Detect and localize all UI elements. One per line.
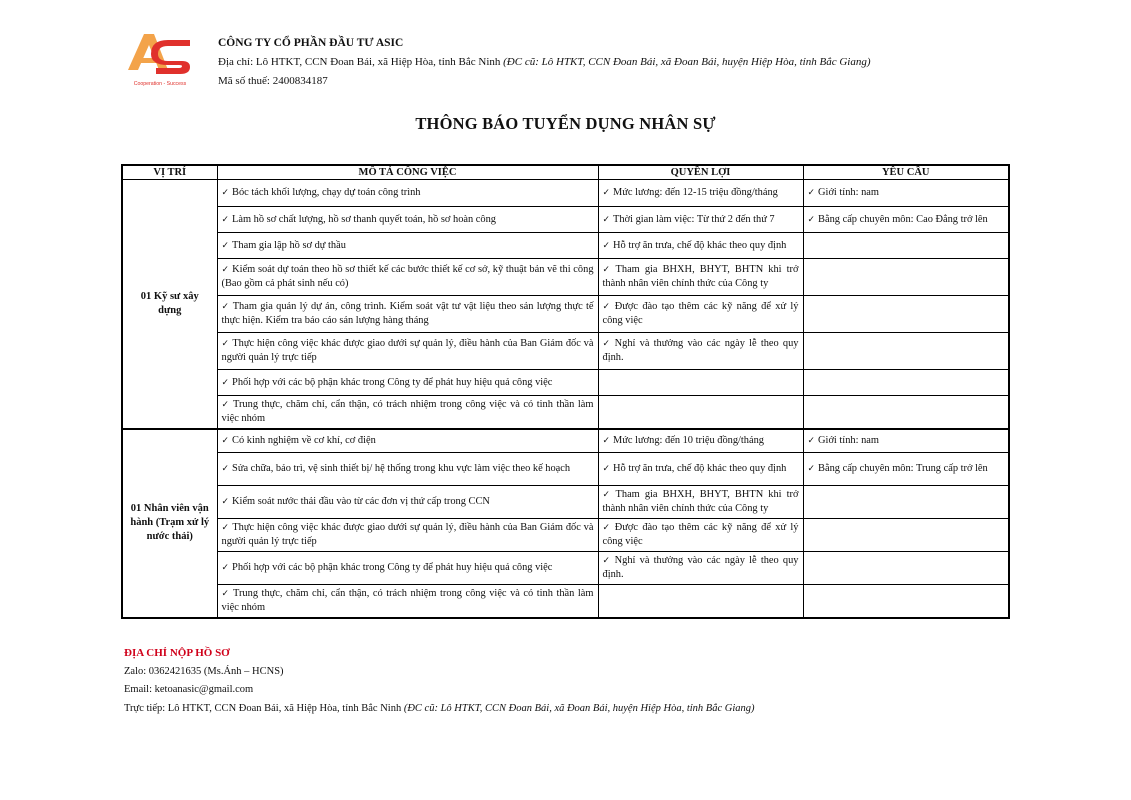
check-icon: ✓ — [221, 435, 230, 446]
check-icon: ✓ — [221, 523, 230, 533]
submission-direct: Trực tiếp: Lô HTKT, CCN Đoan Bái, xã Hiệp Hòa, tỉnh Bắc Ninh — [124, 702, 402, 714]
description-cell — [217, 233, 598, 259]
description-cell — [217, 453, 598, 486]
submission-direct-old: (ĐC cũ: Lô HTKT, CCN Đoan Bái, xã Đoan Bái, huyện Hiệp Hòa, tỉnh Bắc Giang) — [403, 702, 755, 714]
table-header-row — [122, 165, 1009, 180]
description-cell — [217, 207, 598, 233]
logo-letter-s — [151, 40, 190, 74]
description-text: Phối hợp với các bộ phận khác trong Công ty để phát huy hiệu quả công việc — [232, 376, 553, 388]
asic-logo-icon — [124, 28, 196, 90]
check-icon: ✓ — [221, 399, 230, 410]
description-text: Bóc tách khối lượng, chạy dự toán công trình — [232, 187, 421, 198]
description-cell — [217, 396, 598, 429]
description-text: Kiểm soát dự toán theo hồ sơ thiết kế các bước thiết kế cơ sở, kỹ thuật bản vẽ thi công (Bao gồm cả phát sinh nếu có) — [221, 264, 594, 289]
requirement-cell — [803, 333, 1009, 370]
check-icon: ✓ — [602, 435, 611, 446]
table-row — [122, 552, 1009, 585]
submission-email: Email: ketoanasic@gmail.com — [124, 684, 254, 695]
description-cell — [217, 429, 598, 453]
description-cell — [217, 585, 598, 618]
description-text: Làm hồ sơ chất lượng, hồ sơ thanh quyết toán, hồ sơ hoàn công — [232, 213, 497, 225]
requirement-text: Bằng cấp chuyên môn: Trung cấp trở lên — [818, 463, 988, 474]
table-body — [122, 180, 1009, 618]
table-row — [122, 370, 1009, 396]
benefit-text: Được đào tạo thêm các kỹ năng để xử lý công việc — [602, 301, 799, 326]
check-icon: ✓ — [221, 240, 230, 251]
description-text: Trung thực, chăm chỉ, cẩn thận, có trách nhiệm trong công việc và có tinh thần làm việc nhóm — [221, 587, 594, 613]
check-icon: ✓ — [602, 556, 612, 566]
requirement-cell — [803, 180, 1009, 207]
description-text: Tham gia quản lý dự án, công trình. Kiểm soát vật tư vật liệu theo sản lượng thực tế thực hiện. Kiểm tra báo cáo sản lượng hàng tháng — [221, 301, 594, 326]
benefit-cell — [598, 207, 803, 233]
requirement-cell — [803, 585, 1009, 618]
description-cell — [217, 259, 598, 296]
description-text: Có kinh nghiệm về cơ khí, cơ điện — [232, 434, 376, 446]
benefit-cell — [598, 259, 803, 296]
benefit-cell — [598, 296, 803, 333]
header-position: VỊ TRÍ — [122, 165, 217, 180]
benefit-text: Hỗ trợ ăn trưa, chế độ khác theo quy định — [613, 463, 787, 474]
check-icon: ✓ — [602, 464, 611, 474]
company-tax-code: Mã số thuế: 2400834187 — [218, 75, 328, 87]
requirement-cell — [803, 429, 1009, 453]
benefit-text: Tham gia BHXH, BHYT, BHTN khi trở thành nhân viên chính thức của Công ty — [602, 489, 799, 514]
check-icon: ✓ — [221, 377, 230, 388]
description-cell — [217, 370, 598, 396]
benefit-text: Hỗ trợ ăn trưa, chế độ khác theo quy định — [613, 239, 787, 251]
requirement-cell — [803, 552, 1009, 585]
check-icon: ✓ — [602, 188, 611, 198]
check-icon: ✓ — [602, 302, 612, 312]
description-text: Tham gia lập hồ sơ dự thầu — [232, 239, 346, 251]
description-text: Trung thực, chăm chỉ, cẩn thận, có trách nhiệm trong công việc và có tinh thần làm việc nhóm — [221, 398, 594, 424]
check-icon: ✓ — [602, 523, 612, 533]
benefit-text: Thời gian làm việc: Từ thứ 2 đến thứ 7 — [613, 213, 775, 225]
submission-heading: ĐỊA CHỈ NỘP HỒ SƠ — [124, 647, 230, 659]
header-benefits: QUYỀN LỢI — [598, 165, 803, 180]
submission-direct-line — [124, 700, 755, 719]
benefit-cell — [598, 453, 803, 486]
check-icon: ✓ — [221, 339, 230, 349]
position-cell: 01 Kỹ sư xây dựng — [122, 180, 217, 429]
company-header — [218, 34, 871, 91]
benefit-text: Nghỉ và thưởng vào các ngày lễ theo quy định. — [602, 338, 799, 363]
requirement-cell — [803, 207, 1009, 233]
logo-tagline: Cooperation - Success — [133, 81, 187, 87]
check-icon: ✓ — [221, 563, 230, 573]
check-icon: ✓ — [807, 188, 816, 198]
benefit-cell — [598, 519, 803, 552]
logo-letter-a — [128, 34, 168, 70]
description-text: Sửa chữa, bảo trì, vệ sinh thiết bị/ hệ thống trong khu vực làm việc theo kế hoạch — [232, 463, 571, 474]
submission-zalo: Zalo: 0362421635 (Ms.Ánh – HCNS) — [124, 665, 284, 677]
requirement-text: Bằng cấp chuyên môn: Cao Đẳng trở lên — [818, 213, 988, 225]
check-icon: ✓ — [807, 435, 816, 446]
benefit-text: Mức lương: đến 10 triệu đồng/tháng — [613, 434, 764, 446]
benefit-cell — [598, 180, 803, 207]
check-icon: ✓ — [602, 490, 613, 500]
table-row — [122, 519, 1009, 552]
description-text: Phối hợp với các bộ phận khác trong Công ty để phát huy hiệu quả công việc — [232, 562, 553, 573]
recruitment-table — [121, 164, 1010, 619]
page-title: THÔNG BÁO TUYỂN DỤNG NHÂN SỰ — [415, 114, 716, 133]
check-icon: ✓ — [221, 497, 230, 507]
requirement-text: Giới tính: nam — [818, 187, 879, 198]
company-address: Địa chỉ: Lô HTKT, CCN Đoan Bái, xã Hiệp Hòa, tỉnh Bắc Ninh — [218, 56, 501, 68]
check-icon: ✓ — [221, 302, 230, 312]
description-cell — [217, 486, 598, 519]
check-icon: ✓ — [602, 214, 611, 225]
benefit-cell — [598, 429, 803, 453]
check-icon: ✓ — [602, 265, 613, 275]
benefit-cell — [598, 396, 803, 429]
company-logo — [124, 28, 196, 90]
check-icon: ✓ — [221, 214, 230, 225]
benefit-cell — [598, 370, 803, 396]
description-cell — [217, 552, 598, 585]
header-description: MÔ TẢ CÔNG VIỆC — [217, 165, 598, 180]
table-row — [122, 259, 1009, 296]
table-row — [122, 296, 1009, 333]
requirement-cell — [803, 486, 1009, 519]
company-address-old: (ĐC cũ: Lô HTKT, CCN Đoan Bái, xã Đoan Bái, huyện Hiệp Hòa, tỉnh Bắc Giang) — [503, 56, 871, 68]
description-cell — [217, 519, 598, 552]
table-row — [122, 585, 1009, 618]
requirement-cell — [803, 233, 1009, 259]
header-requirements: YÊU CẦU — [803, 165, 1009, 180]
submission-info — [124, 644, 755, 718]
requirement-cell — [803, 370, 1009, 396]
benefit-cell — [598, 233, 803, 259]
check-icon: ✓ — [602, 240, 611, 251]
description-text: Thực hiện công việc khác được giao dưới sự quản lý, điều hành của Ban Giám đốc và người quản lý trực tiếp — [221, 338, 594, 363]
check-icon: ✓ — [807, 214, 816, 225]
check-icon: ✓ — [221, 588, 230, 599]
description-cell — [217, 180, 598, 207]
benefit-text: Mức lương: đến 12-15 triệu đồng/tháng — [613, 187, 778, 198]
check-icon: ✓ — [221, 188, 230, 198]
company-address-line — [218, 53, 871, 72]
benefit-cell — [598, 552, 803, 585]
benefit-cell — [598, 486, 803, 519]
position-cell: 01 Nhân viên vận hành (Trạm xử lý nước thải) — [122, 429, 217, 618]
company-name: CÔNG TY CỔ PHẦN ĐẦU TƯ ASIC — [218, 37, 404, 49]
table-row — [122, 180, 1009, 207]
table-row — [122, 453, 1009, 486]
requirement-cell — [803, 296, 1009, 333]
table-row — [122, 233, 1009, 259]
benefit-text: Được đào tạo thêm các kỹ năng để xử lý công việc — [602, 522, 799, 547]
table-row — [122, 333, 1009, 370]
benefit-cell — [598, 333, 803, 370]
description-cell — [217, 296, 598, 333]
requirement-cell — [803, 519, 1009, 552]
description-text: Thực hiện công việc khác được giao dưới sự quản lý, điều hành của Ban Giám đốc và người quản lý trực tiếp — [221, 522, 594, 547]
requirement-text: Giới tính: nam — [818, 434, 879, 446]
description-cell — [217, 333, 598, 370]
check-icon: ✓ — [807, 464, 816, 474]
benefit-text: Tham gia BHXH, BHYT, BHTN khi trở thành nhân viên chính thức của Công ty — [602, 264, 799, 289]
table-row — [122, 396, 1009, 429]
requirement-cell — [803, 453, 1009, 486]
table-row — [122, 486, 1009, 519]
check-icon: ✓ — [221, 464, 230, 474]
table-row — [122, 429, 1009, 453]
benefit-text: Nghỉ và thưởng vào các ngày lễ theo quy định. — [602, 555, 799, 580]
table-row — [122, 207, 1009, 233]
check-icon: ✓ — [221, 265, 230, 275]
benefit-cell — [598, 585, 803, 618]
requirement-cell — [803, 396, 1009, 429]
description-text: Kiểm soát nước thải đầu vào từ các đơn vị thứ cấp trong CCN — [232, 496, 490, 507]
check-icon: ✓ — [602, 339, 612, 349]
requirement-cell — [803, 259, 1009, 296]
